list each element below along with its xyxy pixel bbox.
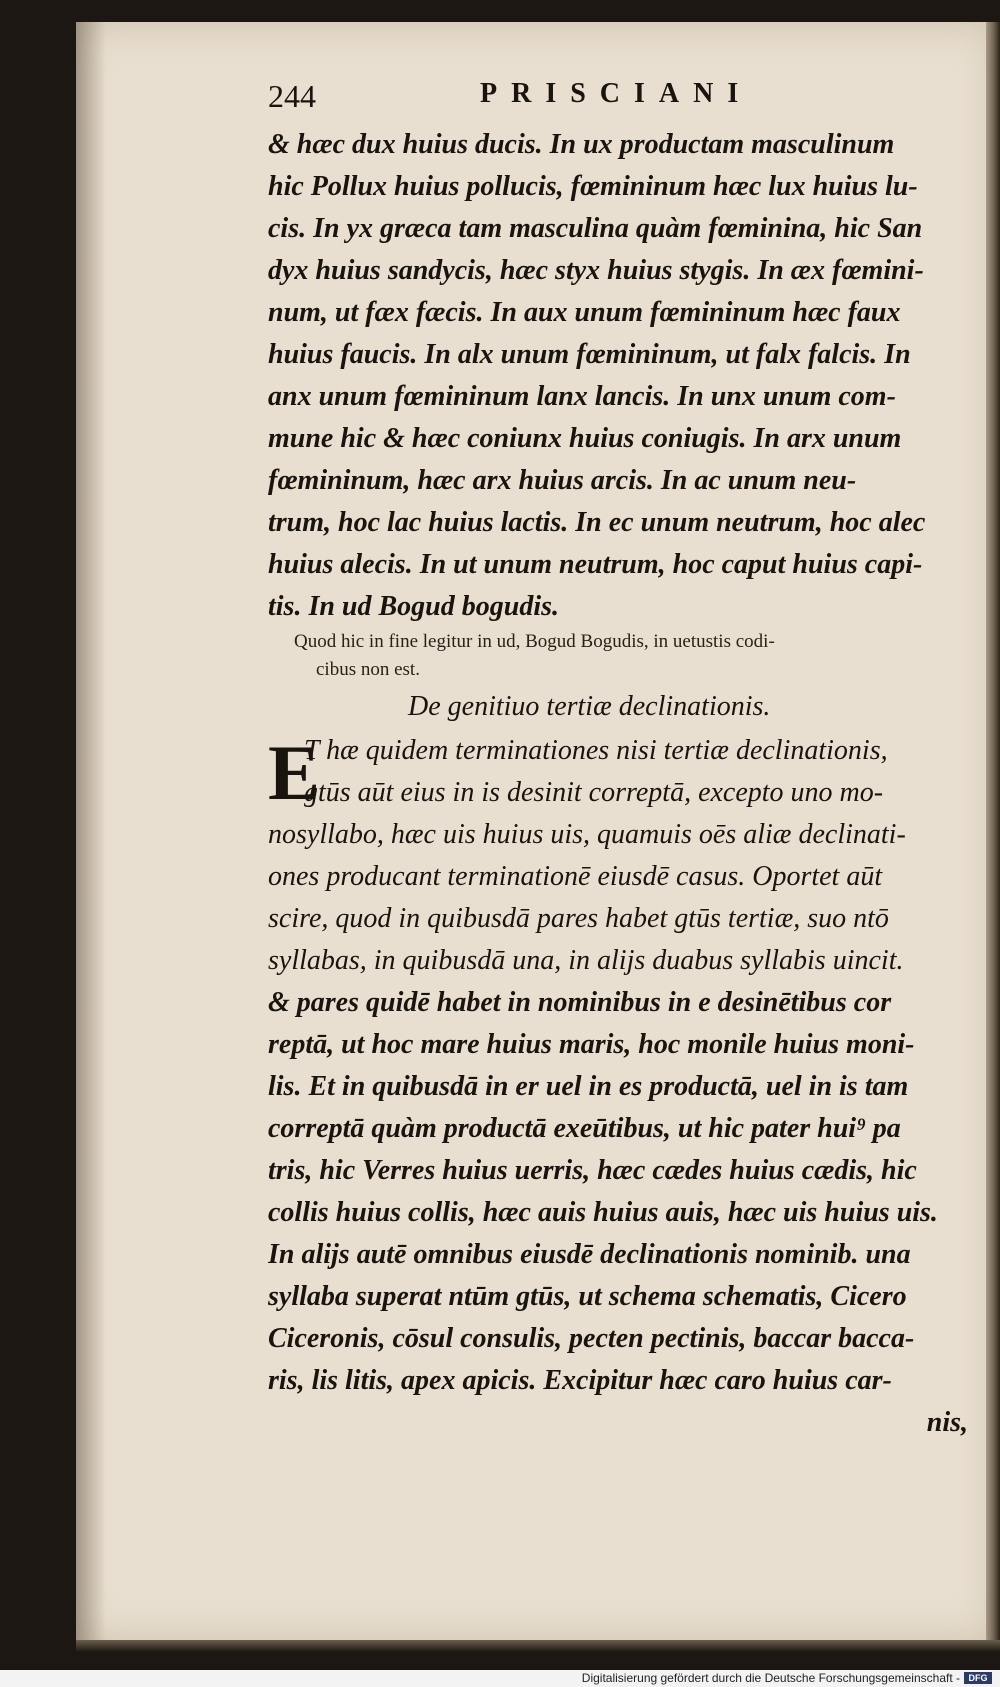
text-line: gtūs aūt eius in is desinit correptā, excepto uno mo- (304, 777, 884, 808)
drop-cap: E (268, 729, 321, 816)
folio-number: 244 (268, 78, 316, 114)
page-edge-bottom (76, 1640, 1000, 1652)
text-line: cis. In yx græca tam masculina quàm fœminina, hic San (268, 213, 923, 244)
text-line: huius alecis. In ut unum neutrum, hoc caput huius capi- (268, 549, 923, 580)
text-line: tis. In ud Bogud bogudis. (268, 591, 559, 622)
catchword: nis, (926, 1407, 968, 1438)
text-line: anx unum fœmininum lanx lancis. In unx unum com- (268, 381, 896, 412)
text-line: reptā, ut hoc mare huius maris, hoc monile huius moni- (268, 1029, 915, 1060)
text-line: In alijs autē omnibus eiusdē declinationis nominib. una (268, 1239, 911, 1270)
text-line: syllabas, in quibusdā una, in alijs duabus syllabis uincit. (268, 945, 904, 976)
text-line: & hæc dux huius ducis. In ux productam masculinum (268, 129, 895, 160)
text-line: T hæ quidem terminationes nisi tertiæ declinationis, (304, 735, 888, 766)
drop-cap-paragraph (268, 730, 968, 814)
spine-shadow (76, 22, 106, 1642)
text-line: syllaba superat ntūm gtūs, ut schema schematis, Cicero (268, 1281, 907, 1312)
text-line: hic Pollux huius pollucis, fœmininum hæc lux huius lu- (268, 171, 918, 202)
text-line: dyx huius sandycis, hæc styx huius stygis. In æx fœmini- (268, 255, 924, 286)
page-header (268, 78, 968, 118)
text-line: ones producant terminationē eiusdē casus. Oportet aūt (268, 861, 883, 892)
text-block (268, 124, 968, 1444)
section-heading: De genitiuo tertiæ declinationis. (408, 691, 771, 722)
text-line: lis. Et in quibusdā in er uel in es productā, uel in is tam (268, 1071, 909, 1102)
marginal-note-line: Quod hic in fine legitur in ud, Bogud Bogudis, in uetustis codi- (294, 631, 775, 652)
marginal-note-line: cibus non est. (316, 659, 420, 680)
text-line: tris, hic Verres huius uerris, hæc cædes huius cædis, hic (268, 1155, 917, 1186)
text-line: Ciceronis, cōsul consulis, pecten pectinis, baccar bacca- (268, 1323, 915, 1354)
text-line: fœmininum, hæc arx huius arcis. In ac unum neu- (268, 465, 857, 496)
text-line: ris, lis litis, apex apicis. Excipitur hæc caro huius car- (268, 1365, 892, 1396)
text-line: trum, hoc lac huius lactis. In ec unum neutrum, hoc alec (268, 507, 926, 538)
text-line: nosyllabo, hæc uis huius uis, quamuis oēs aliæ declinati- (268, 819, 906, 850)
page-edge (986, 22, 1000, 1642)
running-head: PRISCIANI (480, 78, 753, 109)
text-line: scire, quod in quibusdā pares habet gtūs tertiæ, suo ntō (268, 903, 889, 934)
footer-bar (0, 1670, 1000, 1687)
funding-credit: Digitalisierung gefördert durch die Deutsche Forschungsgemeinschaft - (581, 1671, 960, 1685)
text-line: num, ut fæx fæcis. In aux unum fœmininum hæc faux (268, 297, 901, 328)
dfg-logo-icon: DFG (964, 1672, 992, 1684)
text-line: correptā quàm productā exeūtibus, ut hic pater hui⁹ pa (268, 1113, 901, 1144)
text-line: & pares quidē habet in nominibus in e desinētibus cor (268, 987, 892, 1018)
text-line: huius faucis. In alx unum fœmininum, ut falx falcis. In (268, 339, 911, 370)
text-line: collis huius collis, hæc auis huius auis, hæc uis huius uis. (268, 1197, 938, 1228)
text-line: mune hic & hæc coniunx huius coniugis. In arx unum (268, 423, 902, 454)
